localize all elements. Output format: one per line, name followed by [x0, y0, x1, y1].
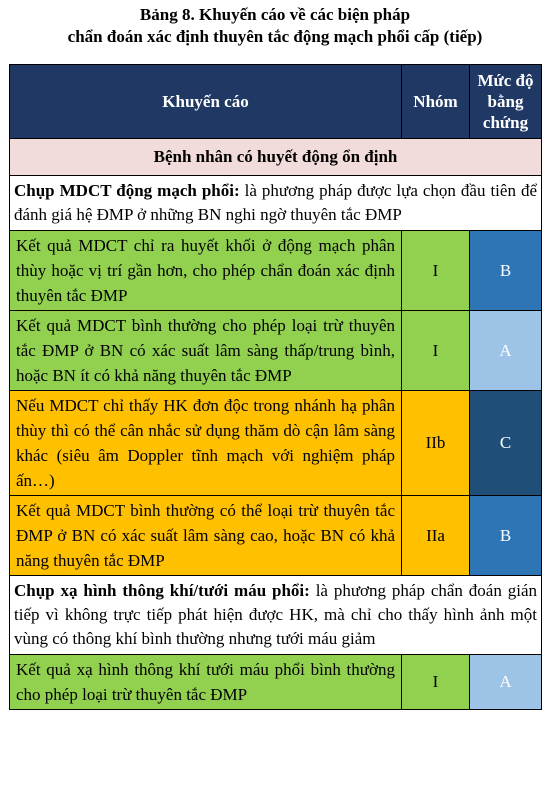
table-row [10, 231, 542, 311]
table-row [10, 391, 542, 496]
method-title-mdct: Chụp MDCT động mạch phổi: [14, 181, 240, 200]
recommendation-text: Nếu MDCT chỉ thấy HK đơn độc trong nhánh hạ phân thùy thì có thể cân nhắc sử dụng thăm dò cận lâm sàng khác (siêu âm Doppler tĩnh mạch với nghiệm pháp ấn…) [10, 391, 402, 496]
table-row [10, 311, 542, 391]
level-cell: C [470, 391, 542, 496]
class-cell: I [402, 655, 470, 710]
level-cell: A [470, 655, 542, 710]
recommendation-text: Kết quả MDCT chỉ ra huyết khối ở động mạch phân thùy hoặc vị trí gần hơn, cho phép chẩn đoán xác định thuyên tắc ĐMP [10, 231, 402, 311]
table-row [10, 655, 542, 710]
method-description-mdct [10, 176, 542, 231]
method-row-mdct [10, 176, 542, 231]
recommendation-table [9, 64, 542, 710]
header-level [470, 65, 542, 139]
method-text-mdct: là phương pháp được lựa chọn đầu tiên để đánh giá hệ ĐMP ở những BN nghi ngờ thuyên tắc ĐMP [14, 181, 537, 224]
caption-line-1: Bảng 8. Khuyến cáo về các biện pháp [139, 5, 411, 24]
method-title-vq: Chụp xạ hình thông khí/tưới máu phổi: [14, 581, 310, 600]
level-cell: A [470, 311, 542, 391]
vq-recommendations [10, 655, 542, 710]
header-level-line-2: bằng [487, 92, 524, 111]
caption-line-2: chẩn đoán xác định thuyên tắc động mạch phổi cấp (tiếp) [67, 27, 483, 46]
table-row [10, 496, 542, 576]
level-cell: B [470, 231, 542, 311]
level-cell: B [470, 496, 542, 576]
table-caption [0, 0, 550, 60]
method-text-vq: là phương pháp chẩn đoán gián tiếp vì không trực tiếp phát hiện được HK, mà chỉ cho thấy hình ảnh một vùng có thông khí bình thường nhưng tưới máu giảm [14, 581, 537, 648]
mdct-recommendations [10, 231, 542, 576]
recommendation-text: Kết quả MDCT bình thường có thể loại trừ thuyên tắc ĐMP ở BN có xác suất lâm sàng cao, hoặc BN có khả năng thuyên tắc ĐMP [10, 496, 402, 576]
header-level-line-1: Mức độ [477, 71, 534, 90]
section-row [10, 139, 542, 176]
class-cell: I [402, 231, 470, 311]
header-level-line-3: chứng [482, 113, 529, 132]
class-cell: I [402, 311, 470, 391]
header-class: Nhóm [402, 65, 470, 139]
method-description-vq [10, 576, 542, 655]
class-cell: IIb [402, 391, 470, 496]
class-cell: IIa [402, 496, 470, 576]
recommendation-text: Kết quả MDCT bình thường cho phép loại trừ thuyên tắc ĐMP ở BN có xác suất lâm sàng thấp/trung bình, hoặc BN ít có khả năng thuyên tắc ĐMP [10, 311, 402, 391]
section-title: Bệnh nhân có huyết động ổn định [10, 139, 542, 176]
method-row-vq [10, 576, 542, 655]
header-recommendation: Khuyến cáo [10, 65, 402, 139]
recommendation-text: Kết quả xạ hình thông khí tưới máu phổi bình thường cho phép loại trừ thuyên tắc ĐMP [10, 655, 402, 710]
table-header-row [10, 65, 542, 139]
